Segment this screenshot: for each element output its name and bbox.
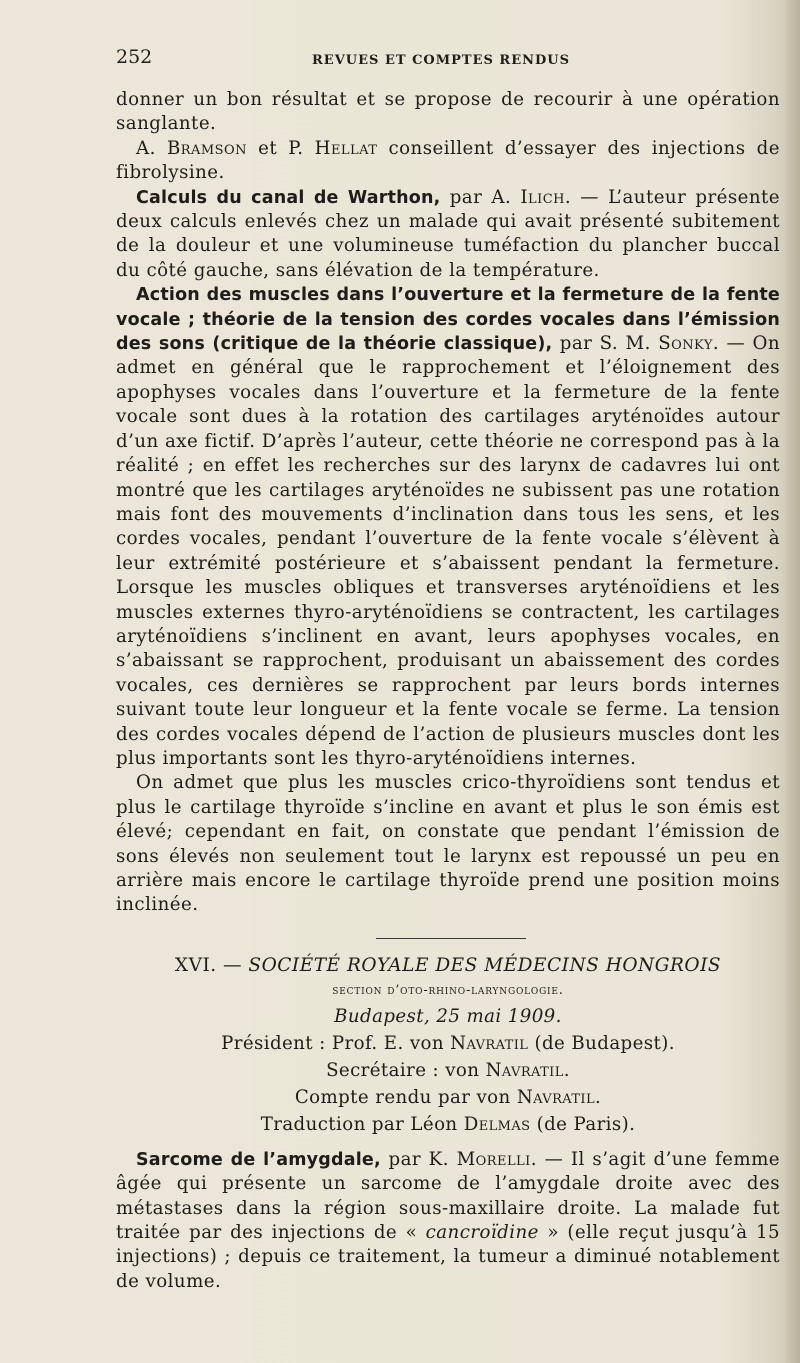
byline: par K. (380, 1148, 457, 1170)
article-title-muscles: Action des muscles dans l’ouverture et la fermeture de la fente vocale ; théorie de la tension des cordes vocales dans l’émission des sons (critique de la théorie classique), (116, 285, 780, 355)
translation-label: Traduction par Léon (260, 1113, 464, 1135)
paragraph-1-text: donner un bon résultat et se propose de recourir à une opération sanglante. (116, 89, 780, 135)
translation-name: Delmas (463, 1113, 531, 1135)
author-hellat: P. Hellat (288, 137, 378, 159)
paragraph-1 (116, 88, 780, 137)
paragraph-2 (116, 137, 780, 186)
paragraph-4-text: . — On admet en général que le rapprochement et l’éloignement des apophyses vocales dans l’ouverture et la fermeture de la fente vocale sont dues à la rotation des cartilages aryténoïdes autour d’un axe fictif. D’après l’auteur, cette théorie ne correspond pas à la réalité ; en effet les recherches sur des larynx de cadavres lui ont montré que les cartilages aryténoïdes ne subissent pas une rotation mais font des mouvements d’inclination dans tous les sens, et les cordes vocales, pendant l’ouverture de la fente vocale s’élèvent à leur extrémité postérieure et s’abaissent pendant la fermeture. Lorsque les muscles obliques et transverses aryténoïdiens et les muscles externes thyro-aryténoïdiens se contractent, les cartilages aryténoïdiens s’inclinent en avant, leurs apophyses vocales, en s’abaissant se rapprochent, produisant un abaissement des cordes vocales, ces dernières se rapprochent par leurs bords internes suivant toute leur longueur et la fente vocale se ferme. La tension des cordes vocales dépend de l’action de plusieurs muscles dont les plus importants sont les thyro-aryténoïdiens internes. (116, 333, 780, 769)
byline: par A. (440, 186, 521, 208)
page-number: 252 (116, 46, 153, 68)
report-label: Compte rendu par von (294, 1086, 517, 1108)
place-date: Budapest, 25 mai 1909. (334, 1005, 562, 1027)
paragraph-3 (116, 186, 780, 284)
president-line (116, 1030, 780, 1057)
connector: et (246, 137, 289, 159)
paragraph-5-text: On admet que plus les muscles crico-thyroïdiens sont tendus et plus le cartilage thyroïde s’incline en avant et plus le son émis est élevé; cependant en fait, on constate que pendant l’émission de sons élevés non seulement tout le larynx est repoussé un peu en arrière mais encore le cartilage thyroïde prend une position moins inclinée. (116, 772, 780, 916)
paragraph-6-text: . — Il s’agit d’une femme âgée qui présente un sarcome de l’amygdale droite avec des métastases dans la région sous-maxillaire droite. La malade fut traitée par des injections de « (116, 1148, 780, 1244)
article-title-sarcome: Sarcome de l’amygdale, (136, 1149, 381, 1170)
secretary-line (116, 1057, 780, 1084)
running-head (116, 46, 780, 76)
president-name: Navratil (450, 1032, 529, 1054)
page-content (116, 46, 780, 1294)
author-ilich: Ilich (520, 186, 565, 208)
report-name: Navratil (516, 1086, 595, 1108)
report-line (116, 1084, 780, 1111)
report-suffix: . (594, 1086, 602, 1108)
section-number: XVI. — (174, 954, 249, 976)
translation-line (116, 1111, 780, 1138)
drug-name: cancroïdine (425, 1222, 539, 1244)
paragraph-6 (116, 1148, 780, 1294)
byline: par S. M. (552, 333, 659, 355)
secretary-suffix: . (563, 1059, 570, 1081)
paragraph-5 (116, 771, 780, 917)
section-subtitle: section d’oto-rhino-laryngologie. (332, 982, 564, 998)
author-morelli: Morelli (456, 1148, 531, 1170)
translation-suffix: (de Paris). (530, 1113, 636, 1135)
article-title-warthon: Calculs du canal de Warthon, (136, 187, 441, 208)
running-title: REVUES ET COMPTES RENDUS (312, 53, 570, 68)
paragraph-4 (116, 283, 780, 771)
secretary-label: Secrétaire : von (326, 1059, 486, 1081)
section-title (116, 953, 780, 979)
author-bramson: A. Bramson (136, 137, 247, 159)
paragraph-6-text-2: » (elle reçut jusqu’à 15 injections) ; depuis ce traitement, la tumeur a diminué notablement de volume. (116, 1222, 781, 1292)
president-suffix: (de Budapest). (528, 1032, 675, 1054)
president-label: Président : Prof. E. von (221, 1032, 451, 1054)
section-divider (376, 938, 526, 939)
author-sonky: Sonky (658, 333, 713, 355)
page-gutter-shadow (786, 0, 800, 1363)
secretary-name: Navratil (485, 1059, 564, 1081)
paragraph-3-text: . — L’auteur présente deux calculs enlevés chez un malade qui avait présenté subitement de la douleur et une volumineuse tuméfaction du plancher buccal du côté gauche, sans élévation de la température. (116, 186, 780, 281)
section-title-text: SOCIÉTÉ ROYALE DES MÉDECINS HONGROIS (248, 954, 722, 976)
paragraph-2-text: conseillent d’essayer des injections de fibrolysine. (116, 137, 780, 184)
